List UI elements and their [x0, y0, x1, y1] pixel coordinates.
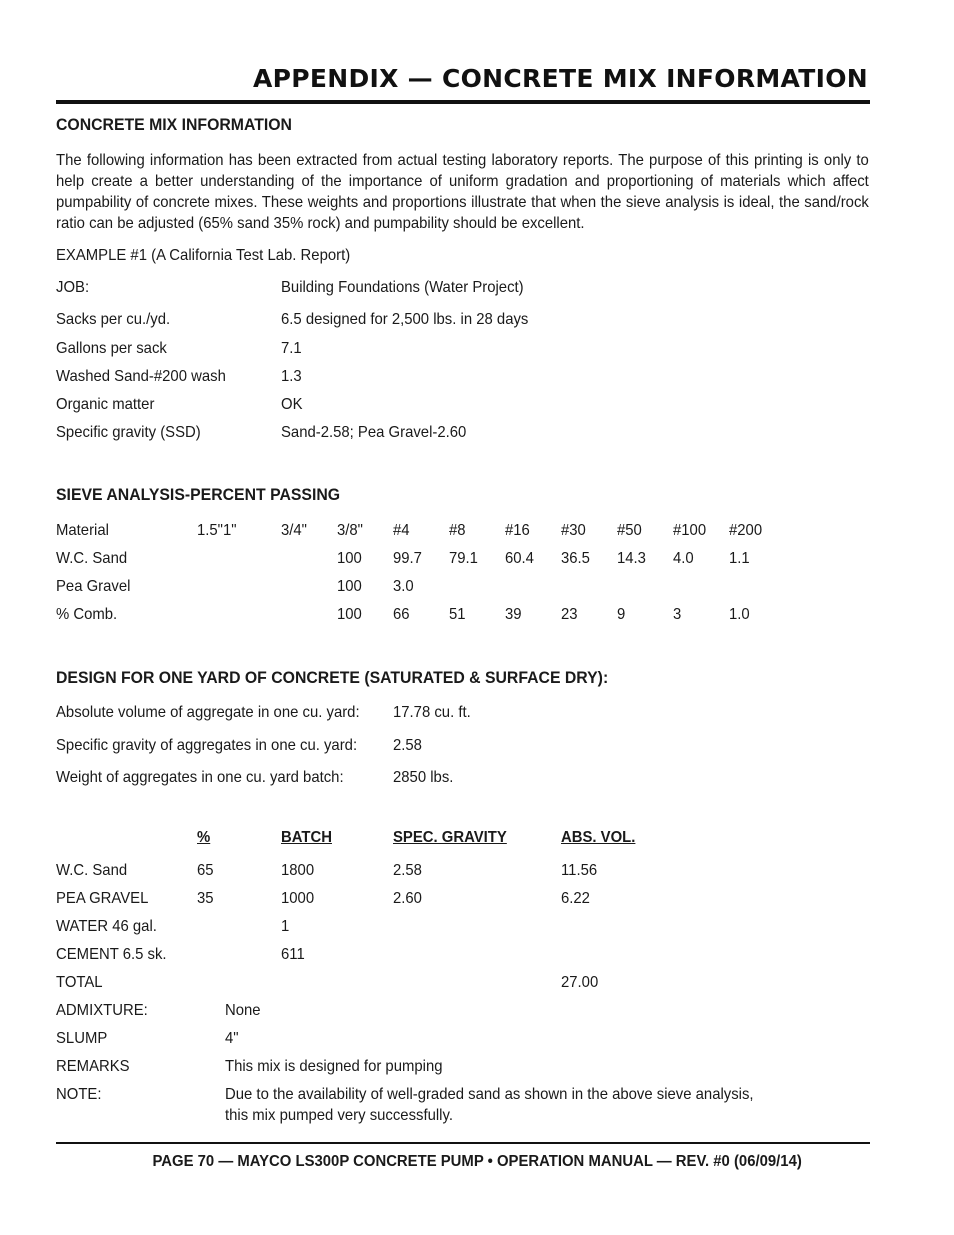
remark-label: ADMIXTURE: [56, 1002, 148, 1019]
mix-cell: 611 [281, 946, 305, 963]
intro-paragraph: The following information has been extracted from actual testing laboratory reports. The purpose of this printing is only to help create a better understanding of the importance of uniform gradation and proportioning of materials which affect pumpability of concrete mixes. These weights and proportions illustrate that when the sieve analysis is ideal, the sand/rock ratio can be adjusted (65% sand 35% rock) and pumpability should be excellent. [56, 152, 869, 232]
remark-value: Due to the availability of well-graded sand as shown in the above sieve analysis, [225, 1086, 754, 1103]
design-value: 17.78 cu. ft. [393, 704, 471, 721]
title-rule [56, 100, 870, 104]
section-heading-concrete-mix: CONCRETE MIX INFORMATION [56, 115, 292, 134]
design-label: Absolute volume of aggregate in one cu. yard: [56, 704, 360, 721]
sieve-header-cell: #8 [449, 522, 466, 539]
sieve-cell: 39 [505, 606, 522, 623]
sieve-cell: 79.1 [449, 550, 478, 567]
design-value: 2850 lbs. [393, 769, 454, 786]
sieve-cell: 14.3 [617, 550, 646, 567]
design-label: Specific gravity of aggregates in one cu. yard: [56, 737, 358, 754]
sieve-header-cell: #200 [729, 522, 763, 539]
mix-cell: WATER 46 gal. [56, 918, 157, 935]
job-value: OK [281, 396, 303, 413]
remark-label: SLUMP [56, 1030, 108, 1047]
job-value: 7.1 [281, 340, 302, 357]
page-title: APPENDIX — CONCRETE MIX INFORMATION [252, 64, 868, 93]
job-value: 6.5 designed for 2,500 lbs. in 28 days [281, 311, 529, 328]
sieve-cell: W.C. Sand [56, 550, 128, 567]
footer-rule [56, 1142, 870, 1144]
sieve-header-cell: 1.5"1" [197, 522, 237, 539]
remark-value: None [225, 1002, 261, 1019]
sieve-cell: 3.0 [393, 578, 414, 595]
sieve-cell: 100 [337, 550, 362, 567]
sieve-header-cell: #50 [617, 522, 642, 539]
mix-cell: 35 [197, 890, 214, 907]
remark-label: REMARKS [56, 1058, 130, 1075]
sieve-cell: 9 [617, 606, 626, 623]
sieve-cell: 36.5 [561, 550, 590, 567]
design-label: Weight of aggregates in one cu. yard batch: [56, 769, 344, 786]
remark-value-continued: this mix pumped very successfully. [225, 1107, 453, 1124]
job-label: Gallons per sack [56, 340, 167, 357]
section-heading-design: DESIGN FOR ONE YARD OF CONCRETE (SATURATED & SURFACE DRY): [56, 668, 609, 687]
mix-cell: 65 [197, 862, 214, 879]
mix-cell: CEMENT 6.5 sk. [56, 946, 167, 963]
remark-value: 4" [225, 1030, 239, 1047]
remark-value: This mix is designed for pumping [225, 1058, 443, 1075]
mix-cell: 2.60 [393, 890, 422, 907]
mix-header-cell: BATCH [281, 829, 332, 846]
sieve-cell: 100 [337, 606, 362, 623]
mix-cell: W.C. Sand [56, 862, 128, 879]
mix-cell: PEA GRAVEL [56, 890, 149, 907]
mix-cell: 1000 [281, 890, 315, 907]
sieve-header-cell: #100 [673, 522, 707, 539]
mix-cell: TOTAL [56, 974, 103, 991]
remark-label: NOTE: [56, 1086, 102, 1103]
mix-cell: 6.22 [561, 890, 590, 907]
job-label: Sacks per cu./yd. [56, 311, 171, 328]
job-label: Organic matter [56, 396, 155, 413]
footer-text: PAGE 70 — MAYCO LS300P CONCRETE PUMP • OPERATION MANUAL — REV. #0 (06/09/14) [152, 1153, 802, 1170]
sieve-cell: 100 [337, 578, 362, 595]
mix-cell: 2.58 [393, 862, 422, 879]
sieve-cell: 3 [673, 606, 682, 623]
job-value: 1.3 [281, 368, 302, 385]
sieve-cell: 99.7 [393, 550, 422, 567]
sieve-cell: 1.0 [729, 606, 750, 623]
sieve-header-cell: #30 [561, 522, 586, 539]
mix-cell: 1800 [281, 862, 315, 879]
job-value: Building Foundations (Water Project) [281, 279, 524, 296]
sieve-header-cell: 3/8" [337, 522, 363, 539]
sieve-header-cell: Material [56, 522, 109, 539]
design-value: 2.58 [393, 737, 422, 754]
job-value: Sand-2.58; Pea Gravel-2.60 [281, 424, 467, 441]
mix-cell: 27.00 [561, 974, 599, 991]
example-label: EXAMPLE #1 (A California Test Lab. Report) [56, 247, 351, 264]
mix-header-cell: SPEC. GRAVITY [393, 829, 507, 846]
sieve-cell: 23 [561, 606, 578, 623]
job-label: Specific gravity (SSD) [56, 424, 201, 441]
sieve-header-cell: #16 [505, 522, 530, 539]
sieve-cell: 4.0 [673, 550, 694, 567]
mix-header-cell: % [197, 829, 211, 846]
job-label: JOB: [56, 279, 90, 296]
mix-cell: 1 [281, 918, 290, 935]
sieve-header-cell: #4 [393, 522, 410, 539]
mix-header-cell: ABS. VOL. [561, 829, 636, 846]
sieve-cell: 1.1 [729, 550, 750, 567]
page-footer [0, 1153, 954, 1171]
sieve-cell: 66 [393, 606, 410, 623]
mix-cell: 11.56 [561, 862, 598, 879]
section-heading-sieve: SIEVE ANALYSIS-PERCENT PASSING [56, 485, 341, 504]
job-label: Washed Sand-#200 wash [56, 368, 226, 385]
sieve-header-cell: 3/4" [281, 522, 307, 539]
sieve-cell: % Comb. [56, 606, 118, 623]
sieve-cell: Pea Gravel [56, 578, 131, 595]
sieve-cell: 51 [449, 606, 466, 623]
sieve-cell: 60.4 [505, 550, 534, 567]
